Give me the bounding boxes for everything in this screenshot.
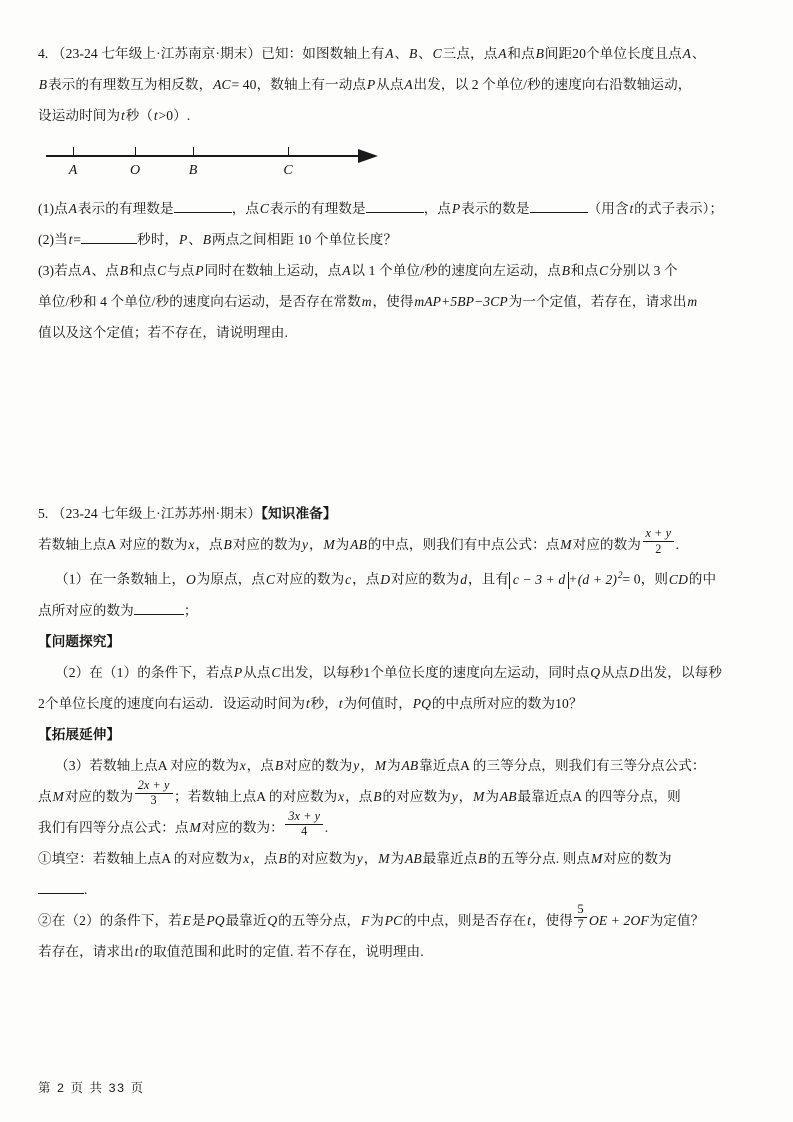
item2-text: ②在（2）的条件下，若 — [38, 912, 182, 928]
var-A: A — [68, 201, 78, 216]
item1-text: ，点 — [250, 850, 278, 866]
q1-text: 对应的数为 — [275, 571, 345, 587]
q3-text: ；若数轴上点A 的对应数为 — [174, 788, 338, 804]
stem-text: 间距20个单位长度且点 — [544, 46, 682, 61]
q3-text: 同时在数轴上运动，点 — [204, 263, 342, 278]
q3-text: 以 1 个单位/秒的速度向左运动，点 — [351, 263, 561, 278]
point-label-O: O — [129, 163, 141, 178]
q3-text: 、点 — [91, 263, 119, 278]
item2-text: 为定值？ — [649, 912, 705, 928]
q3-text: ， — [458, 788, 473, 804]
problem-5-source: （23-24 七年级上·江苏苏州·期末） — [51, 506, 262, 521]
var-Q: Q — [590, 664, 601, 680]
q2-equals: = — [73, 232, 82, 247]
var-A: A — [404, 77, 413, 92]
item2-text: 是 — [191, 912, 206, 928]
answer-blank-3[interactable] — [530, 212, 588, 213]
var-C: C — [599, 263, 609, 278]
intro-text: 的中点，则我们有中点公式：点 — [367, 537, 560, 552]
fraction-denominator: 7 — [577, 917, 584, 932]
item2-text: 的中点，则是否存在 — [403, 912, 527, 928]
q2-text: 2个单位长度的速度向右运动．设运动时间为 — [38, 695, 306, 711]
exponent: 2 — [617, 570, 623, 580]
q3-text: 靠近点A 的三等分点，则我们有三等分点公式： — [419, 757, 706, 773]
var-A: A — [82, 263, 91, 278]
var-t: t — [338, 695, 343, 711]
problem-4-line-2 — [38, 69, 758, 100]
intro-text: 若数轴上点A 对应的数为 — [38, 537, 188, 552]
absolute-value-expression — [509, 572, 569, 589]
stem-text: 从点 — [376, 77, 404, 92]
var-P: P — [366, 77, 376, 92]
q3-text: 和点 — [570, 263, 599, 278]
segment-AB: AB — [499, 788, 517, 804]
item1-text: ， — [363, 850, 378, 866]
q3-text: 对应的数为 — [284, 757, 353, 773]
var-M: M — [374, 757, 387, 773]
q1-text: 的式子表示）； — [634, 201, 724, 216]
answer-blank-1[interactable] — [174, 212, 232, 213]
intro-text: ，点 — [195, 537, 223, 552]
q1-text: ，点 — [423, 201, 452, 216]
var-y: y — [302, 537, 309, 552]
q2-text: 、 — [188, 232, 202, 247]
stem-text: 设运动时间为 — [38, 108, 121, 123]
problem-5-q2-line-1 — [38, 657, 758, 688]
q1-text: (1)点 — [38, 201, 68, 216]
q3-text: （3）若数轴上点A 对应的数为 — [55, 757, 239, 773]
var-Q: Q — [267, 912, 278, 928]
expression-mAP-5BP-3CP: mAP+5BP−3CP — [414, 294, 508, 309]
point-label-C: C — [283, 163, 293, 178]
var-P: P — [179, 232, 188, 247]
var-M: M — [378, 850, 390, 866]
var-B: B — [202, 232, 212, 247]
fraction-numerator: 3x + y — [285, 810, 323, 825]
problem-5-q3-line-2 — [38, 778, 758, 812]
problem-5 — [38, 498, 758, 967]
item1-text: ①填空：若数轴上点A 的对应数为 — [38, 850, 243, 866]
var-x: x — [239, 757, 246, 773]
q2-text: （2）在（1）的条件下，若点 — [55, 664, 234, 680]
abs-inner: c − 3 + d — [512, 571, 566, 587]
var-E: E — [182, 912, 192, 928]
problem-5-number: 5. — [38, 506, 49, 521]
item1-text: 为 — [390, 850, 405, 866]
blank-work-area — [38, 348, 758, 498]
problem-4 — [38, 38, 758, 348]
tick-B — [193, 147, 194, 156]
item2-text: 的五等分点， — [278, 912, 361, 928]
var-m: m — [687, 294, 698, 309]
problem-5-q2-line-2 — [38, 688, 758, 719]
var-t: t — [134, 943, 139, 959]
q1-text: ，点 — [231, 201, 260, 216]
var-x: x — [243, 850, 250, 866]
q1-text: 为原点，点 — [196, 571, 266, 587]
var-M: M — [52, 788, 64, 804]
var-A: A — [385, 46, 394, 61]
item1-text: 对应的数为 — [603, 850, 672, 866]
answer-blank-5[interactable] — [134, 614, 184, 615]
plus-sign: + — [569, 571, 577, 587]
q2-text: 出发，以每秒 — [639, 664, 723, 680]
q3-text: 为 — [485, 788, 500, 804]
var-P: P — [451, 201, 461, 216]
var-B: B — [223, 537, 232, 552]
q2-text: 为何值时， — [343, 695, 412, 711]
point-label-A: A — [68, 163, 78, 178]
var-C: C — [271, 664, 281, 680]
var-y: y — [451, 788, 458, 804]
item1-text: 的对应数为 — [287, 850, 356, 866]
stem-text: 和点 — [507, 46, 535, 61]
tick-A — [73, 147, 74, 156]
q2-text: 从点 — [600, 664, 629, 680]
var-t: t — [120, 108, 125, 123]
stem-text: 三点，点 — [442, 46, 498, 61]
q3-text: 对应的数为： — [201, 819, 284, 835]
sep: 、 — [418, 46, 432, 61]
q3-text: 和点 — [128, 263, 157, 278]
expr-AC-value: = 40 — [231, 77, 257, 92]
fraction-numerator: x + y — [643, 527, 675, 542]
stem-text: >0）. — [158, 108, 191, 123]
problem-4-question-3-line-3: 值以及这个定值；若不存在，请说明理由. — [38, 325, 288, 340]
var-M: M — [323, 537, 335, 552]
problem-5-item-2-line-1 — [38, 902, 758, 936]
q3-text: 我们有四等分点公式：点 — [38, 819, 189, 835]
item2-text: ，使得 — [531, 912, 573, 928]
q3-text: 对应的数为 — [64, 788, 134, 804]
var-M: M — [473, 788, 485, 804]
q1-text: 的中 — [688, 571, 717, 587]
q2-text: 秒时， — [137, 232, 179, 247]
var-P: P — [195, 263, 204, 278]
problem-4-stem-a: 已知：如图数轴上有 — [261, 46, 385, 61]
segment-PQ: PQ — [206, 912, 225, 928]
item2-text: 最靠近 — [225, 912, 267, 928]
var-t: t — [68, 232, 73, 247]
problem-4-line-1 — [38, 38, 758, 69]
number-line-figure — [38, 137, 398, 189]
item1-text: 最靠近点 — [422, 850, 478, 866]
var-m: m — [361, 294, 372, 309]
problem-4-question-2 — [38, 224, 758, 255]
squared-term: (d + 2) — [577, 571, 618, 587]
intro-text: 对应的数为 — [232, 537, 302, 552]
q2-text: 出发，以每秒1个单位长度的速度向左运动，同时点 — [281, 664, 590, 680]
fraction-midpoint-formula — [643, 527, 675, 555]
item1-text: 的五等分点. 则点 — [487, 850, 591, 866]
stem-text: 秒（ — [125, 108, 154, 123]
problem-4-line-3 — [38, 100, 758, 131]
q1-text: 点所对应的数为 — [38, 602, 134, 618]
var-B: B — [119, 263, 129, 278]
segment-PC: PC — [384, 912, 403, 928]
var-t: t — [527, 912, 532, 928]
fraction-five-sevenths — [574, 903, 586, 931]
q1-text: ，则 — [640, 571, 669, 587]
q1-text: ； — [183, 602, 198, 618]
var-D: D — [380, 571, 391, 587]
q3-text: ，点 — [345, 788, 373, 804]
var-y: y — [353, 757, 360, 773]
q3-text: 为一个定值，若存在，请求出 — [508, 294, 687, 309]
var-B: B — [278, 850, 287, 866]
problem-4-number: 4. — [38, 46, 49, 61]
problem-5-q3-line-3 — [38, 809, 758, 843]
problem-5-q3-line-1 — [38, 750, 758, 781]
q1-text: 表示的有理数是 — [269, 201, 366, 216]
problem-5-intro — [38, 526, 758, 560]
equals-zero: = 0 — [622, 571, 641, 587]
q3-text: 与点 — [167, 263, 195, 278]
q1-text: ，且有 — [467, 571, 510, 587]
stem-text: 出发，以 2 个单位/秒的速度向右沿数轴运动， — [413, 77, 692, 92]
fraction-numerator: 2x + y — [135, 779, 173, 794]
problem-4-question-1 — [38, 193, 758, 224]
fraction-quadrisection-formula — [285, 810, 323, 838]
tick-O — [135, 147, 136, 156]
var-x: x — [188, 537, 195, 552]
segment-PQ: PQ — [412, 695, 432, 711]
var-B: B — [38, 77, 48, 92]
var-O: O — [185, 571, 196, 587]
problem-4-source: （23-24 七年级上·江苏南京·期末） — [51, 46, 262, 61]
q3-text: 点 — [38, 788, 52, 804]
fraction-denominator: 2 — [655, 541, 662, 556]
point-label-B: B — [188, 163, 198, 178]
heading-problem-explore: 【问题探究】 — [38, 633, 121, 649]
q3-text: 最靠近点A 的四等分点，则 — [517, 788, 681, 804]
q1-text: 对应的数为 — [391, 571, 460, 587]
var-B: B — [535, 46, 544, 61]
q3-text: ， — [360, 757, 374, 773]
var-B: B — [373, 788, 382, 804]
problem-4-question-3-line-1 — [38, 255, 758, 286]
q1-text: （1）在一条数轴上， — [55, 571, 186, 587]
q3-text: (3)若点 — [38, 263, 82, 278]
heading-extension: 【拓展延伸】 — [38, 726, 121, 742]
q3-text: 分别以 3 个 — [609, 263, 678, 278]
var-P: P — [233, 664, 243, 680]
intro-text: 为 — [335, 537, 350, 552]
fraction-denominator: 3 — [150, 793, 157, 808]
answer-blank-6[interactable] — [38, 893, 84, 894]
var-C: C — [157, 263, 167, 278]
problem-4-question-3-line-2 — [38, 286, 758, 317]
fraction-denominator: 4 — [301, 824, 308, 839]
stem-text: 、 — [691, 46, 706, 61]
stem-text: 表示的有理数互为相反数， — [48, 77, 213, 92]
q2-text: 的中点所对应的数为10？ — [431, 695, 583, 711]
problem-5-q1-line-1 — [38, 560, 758, 595]
problem-5-q1-line-2 — [38, 595, 758, 626]
item2-text: 的取值范围和此时的定值. 若不存在，说明理由. — [139, 943, 424, 959]
var-F: F — [361, 912, 370, 928]
answer-blank-4[interactable] — [81, 243, 137, 244]
q3-text: ，使得 — [372, 294, 414, 309]
problem-5-item-1-line-2 — [38, 874, 758, 905]
q1-text: 表示的数是 — [461, 201, 530, 216]
var-A: A — [682, 46, 692, 61]
q3-text: ，点 — [246, 757, 275, 773]
page-content — [38, 38, 758, 967]
segment-AB: AB — [350, 537, 367, 552]
var-B: B — [478, 850, 487, 866]
var-t: t — [305, 695, 310, 711]
tick-C — [288, 147, 289, 156]
var-M: M — [560, 537, 572, 552]
var-D: D — [629, 664, 640, 680]
var-B: B — [408, 46, 418, 61]
expression-OE-2OF: OE + 2OF — [588, 912, 649, 928]
var-M: M — [591, 850, 603, 866]
var-y: y — [356, 850, 363, 866]
fraction-trisection-formula — [135, 779, 173, 807]
intro-text: ， — [308, 537, 323, 552]
segment-CD: CD — [668, 571, 688, 587]
var-C: C — [265, 571, 276, 587]
stem-text: ，数轴上有一动点 — [256, 77, 367, 92]
problem-5-item-2-line-2 — [38, 936, 758, 967]
var-d: d — [460, 571, 468, 587]
number-line-arrow-icon — [358, 149, 378, 163]
expr-AC: AC — [213, 77, 231, 92]
page-footer: 第 2 页 共 33 页 — [38, 1081, 145, 1095]
heading-knowledge-prep: 【知识准备】 — [261, 506, 337, 521]
var-C: C — [432, 46, 442, 61]
answer-blank-2[interactable] — [366, 212, 424, 213]
q1-text: ，点 — [352, 571, 380, 587]
segment-AB: AB — [401, 757, 419, 773]
q3-text: 单位/秒和 4 个单位/秒的速度向右运动，是否存在常数 — [38, 294, 361, 309]
item2-text: 为 — [370, 912, 384, 928]
q2-text: 从点 — [243, 664, 271, 680]
q2-text: 两点之间相距 10 个单位长度？ — [211, 232, 398, 247]
item1-text: . — [84, 881, 88, 897]
var-t: t — [629, 201, 634, 216]
var-t: t — [153, 108, 158, 123]
problem-5-header — [38, 498, 758, 529]
problem-5-item-1-line-1 — [38, 843, 758, 874]
var-B: B — [561, 263, 571, 278]
number-line-axis — [46, 155, 362, 157]
sep: 、 — [394, 46, 409, 61]
q2-text: 秒， — [310, 695, 338, 711]
q3-text: . — [324, 819, 329, 835]
item2-text: 若存在，请求出 — [38, 943, 134, 959]
var-c: c — [345, 571, 352, 587]
intro-text: . — [675, 537, 680, 552]
fraction-numerator: 5 — [574, 903, 586, 918]
q1-text: （用含 — [587, 201, 629, 216]
segment-AB: AB — [404, 850, 422, 866]
var-A: A — [498, 46, 507, 61]
intro-text: 对应的数为 — [572, 537, 641, 552]
q3-text: 为 — [386, 757, 401, 773]
q2-text: (2)当 — [38, 232, 68, 247]
var-C: C — [259, 201, 270, 216]
q3-text: 的对应数为 — [382, 788, 451, 804]
var-A: A — [342, 263, 351, 278]
var-B: B — [274, 757, 284, 773]
var-x: x — [338, 788, 345, 804]
q1-text: 表示的有理数是 — [77, 201, 174, 216]
var-M: M — [189, 819, 201, 835]
